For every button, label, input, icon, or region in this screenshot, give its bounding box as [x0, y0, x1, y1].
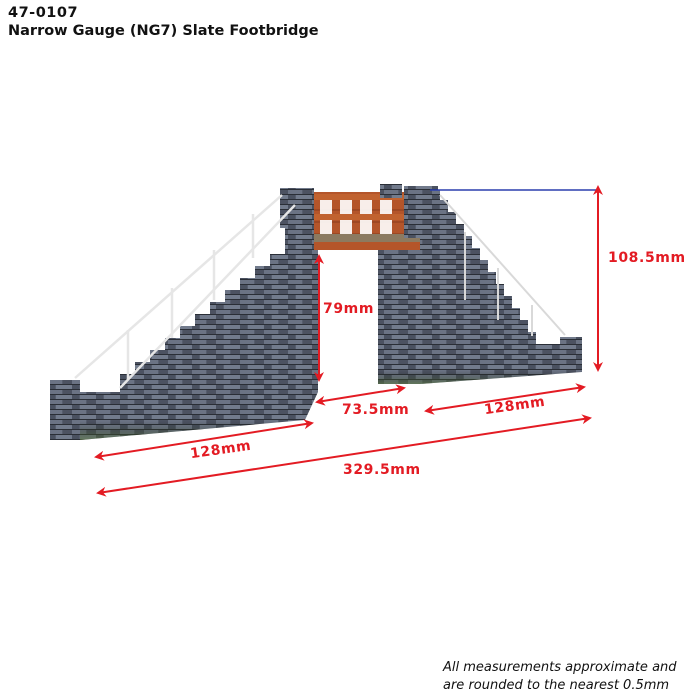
- label-right-stair-length: 128mm: [483, 393, 547, 419]
- label-span-width: 73.5mm: [342, 402, 410, 418]
- product-code: 47-0107: [8, 5, 79, 21]
- product-name: Narrow Gauge (NG7) Slate Footbridge: [8, 23, 319, 39]
- left-staircase: [50, 188, 318, 440]
- right-landing-pillar: [404, 186, 438, 238]
- arrow-span-width: [317, 388, 404, 402]
- label-total-height: 108.5mm: [608, 250, 686, 266]
- measurement-note-line2: are rounded to the nearest 0.5mm: [443, 678, 670, 693]
- left-landing-pillar: [280, 188, 314, 228]
- right-staircase: [378, 186, 582, 384]
- label-overall-length: 329.5mm: [343, 462, 421, 478]
- left-end-pier: [50, 380, 80, 440]
- measurement-note-line1: All measurements approximate and: [443, 660, 677, 675]
- label-left-stair-length: 128mm: [189, 437, 253, 463]
- measurement-note: [443, 659, 677, 695]
- label-clearance-height: 79mm: [323, 301, 375, 317]
